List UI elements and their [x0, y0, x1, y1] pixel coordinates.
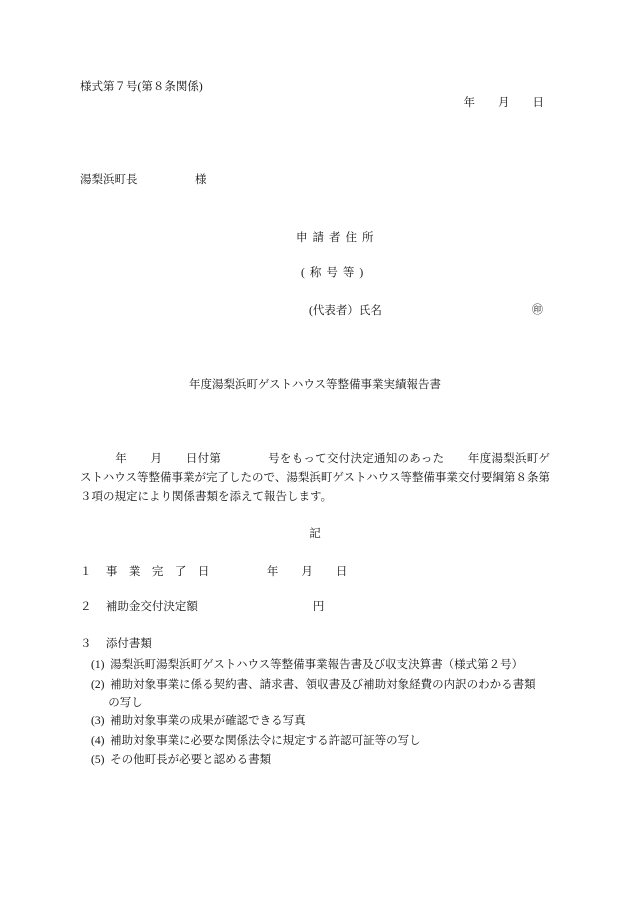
item-attachments-heading: ３ 添付書類 — [80, 638, 152, 650]
seal-mark: ㊞ — [532, 304, 543, 316]
ki-mark: 記 — [309, 528, 321, 540]
date-line: 年 月 日 — [463, 97, 544, 109]
attachment-item: (5) その他町長が必要と認める書類 — [91, 754, 272, 766]
attachment-item-continuation: の写し — [91, 697, 143, 709]
attachment-item: (3) 補助対象事業の成果が確認できる写真 — [91, 715, 306, 727]
body-paragraph: 年 月 日付第 号をもって交付決定通知のあった 年度湯梨浜町ゲストハウス等整備事業が完了したので、湯梨浜町ゲストハウス等整備事業交付要綱第８条第３項の規定により関係書類を添えて報告します。 — [80, 453, 550, 503]
attachment-item: (1) 湯梨浜町湯梨浜町ゲストハウス等整備事業報告書及び収支決算書（様式第２号） — [91, 659, 524, 671]
item-subsidy-amount: ２ 補助金交付決定額 円 — [80, 601, 325, 613]
applicant-trade-name-label: (称号等) — [301, 267, 369, 279]
report-title: 年度湯梨浜町ゲストハウス等整備事業実績報告書 — [189, 379, 441, 391]
attachment-item: (2) 補助対象事業に係る契約書、請求書、領収書及び補助対象経費の内訳のわかる書類 — [91, 679, 536, 691]
applicant-address-label: 申請者住所 — [296, 232, 379, 244]
attachment-item: (4) 補助対象事業に必要な関係法令に規定する許認可証等の写し — [91, 735, 421, 747]
addressee: 湯梨浜町長 様 — [80, 174, 207, 186]
form-number: 様式第７号(第８条関係) — [80, 81, 203, 93]
applicant-representative-label: (代表者）氏名 — [309, 305, 382, 317]
item-completion-date: １ 事 業 完 了 日 年 月 日 — [80, 566, 348, 578]
